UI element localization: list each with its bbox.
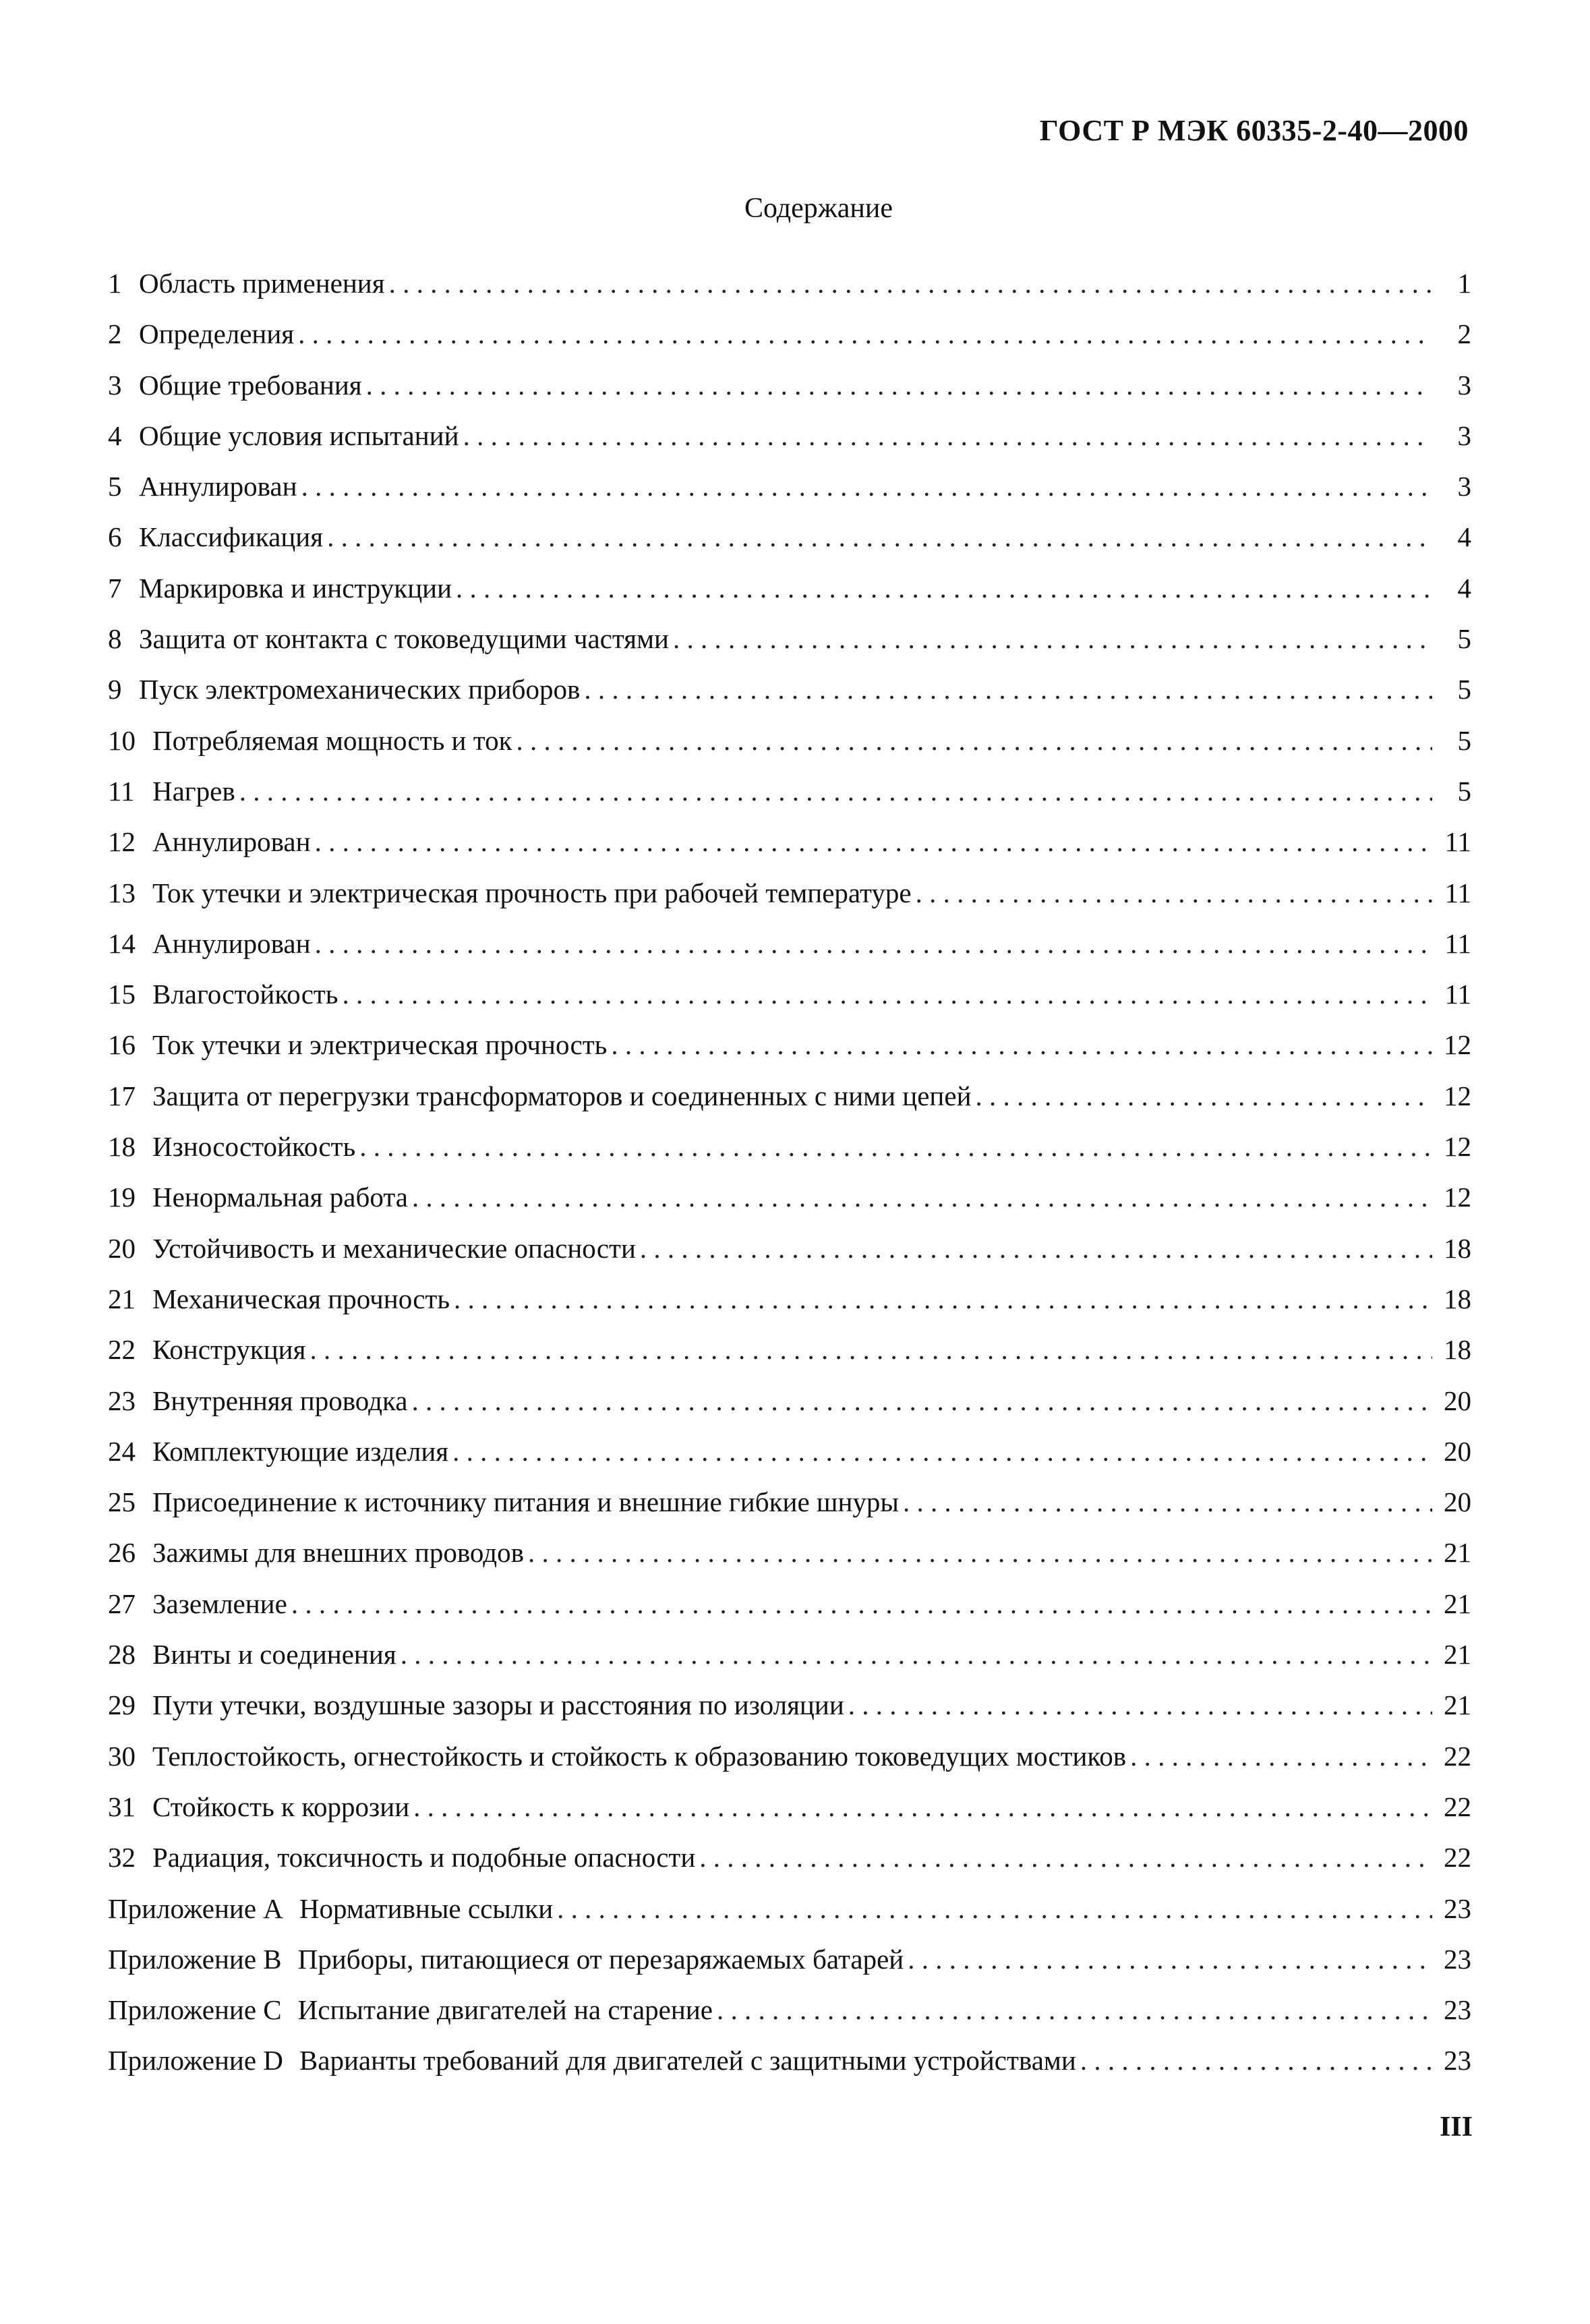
toc-entry-page: 20	[1444, 1385, 1471, 1416]
toc-entry-number: 11	[108, 775, 135, 807]
toc-entry	[108, 270, 1471, 320]
toc-dot-leader	[1130, 1743, 1432, 1770]
toc-entry	[108, 1641, 1471, 1691]
page-number: III	[1439, 2112, 1473, 2143]
toc-dot-leader	[640, 1235, 1432, 1262]
toc-dot-leader	[359, 1133, 1432, 1161]
toc-dot-leader	[976, 1082, 1432, 1110]
toc-dot-leader	[903, 1488, 1432, 1516]
toc-entry-number: 28	[108, 1639, 136, 1671]
toc-entry-number: 26	[108, 1537, 136, 1569]
toc-entry	[108, 1943, 1471, 1996]
toc-entry	[108, 1996, 1471, 2047]
toc-entry-title: Винты и соединения	[152, 1639, 396, 1671]
toc-entry-title: Область применения	[139, 268, 385, 299]
toc-entry-title: Ток утечки и электрическая прочность при рабочей температуре	[152, 877, 912, 908]
toc-dot-leader	[456, 575, 1432, 602]
toc-entry	[108, 1691, 1471, 1742]
toc-entry	[108, 369, 1471, 422]
toc-entry-number: 10	[108, 724, 136, 756]
toc-entry-page: 12	[1444, 1080, 1471, 1111]
toc-entry-title: Нагрев	[152, 775, 235, 807]
toc-entry-title: Определения	[139, 318, 295, 350]
toc-entry-number: 7	[108, 572, 122, 604]
toc-entry-title: Приборы, питающиеся от перезаряжаемых батарей	[297, 1943, 904, 1975]
toc-entry-number: Приложение А	[108, 1892, 283, 1924]
toc-entry	[108, 724, 1471, 778]
toc-entry-number: Приложение С	[108, 1994, 282, 2026]
toc-entry-page: 21	[1444, 1588, 1471, 1619]
toc-dot-leader	[848, 1691, 1432, 1719]
toc-entry	[108, 1435, 1471, 1488]
toc-dot-leader	[454, 1285, 1432, 1313]
toc-entry-page: 18	[1444, 1283, 1471, 1314]
toc-entry-title: Ненормальная работа	[152, 1182, 408, 1213]
toc-entry-number: 5	[108, 471, 122, 502]
toc-dot-leader	[452, 1438, 1432, 1465]
toc-dot-leader	[343, 981, 1432, 1008]
toc-entry-number: 19	[108, 1182, 136, 1213]
toc-entry-number: 8	[108, 623, 122, 655]
toc-entry-title: Ток утечки и электрическая прочность	[152, 1029, 608, 1061]
toc-entry-title: Износостойкость	[152, 1131, 356, 1163]
toc-entry-page: 11	[1444, 826, 1471, 858]
toc-entry-page: 22	[1444, 1740, 1471, 1772]
toc-entry-number: 32	[108, 1842, 136, 1873]
toc-entry-number: Приложение В	[108, 1943, 282, 1975]
toc-entry	[108, 1590, 1471, 1641]
toc-dot-leader	[389, 270, 1432, 297]
toc-entry-page: 3	[1457, 419, 1471, 451]
toc-entry	[108, 1488, 1471, 1539]
toc-entry-title: Комплектующие изделия	[152, 1435, 449, 1467]
toc-entry-title: Устойчивость и механические опасности	[152, 1232, 636, 1264]
toc-entry-number: 4	[108, 419, 122, 451]
toc-entry-page: 1	[1457, 268, 1471, 299]
toc-entry-page: 21	[1444, 1639, 1471, 1671]
toc-entry-title: Общие условия испытаний	[139, 419, 459, 451]
toc-entry-title: Пути утечки, воздушные зазоры и расстояния по изоляции	[152, 1689, 844, 1721]
toc-entry-number: 1	[108, 268, 122, 299]
toc-dot-leader	[699, 1844, 1432, 1871]
toc-entry	[108, 676, 1471, 726]
toc-entry	[108, 320, 1471, 371]
toc-entry-number: 14	[108, 927, 136, 959]
toc-entry-number: Приложение D	[108, 2045, 283, 2076]
toc-entry-page: 21	[1444, 1537, 1471, 1569]
toc-entry	[108, 625, 1471, 676]
toc-dot-leader	[463, 422, 1432, 450]
toc-entry-page: 4	[1457, 521, 1471, 553]
toc-entry-number: 13	[108, 877, 136, 908]
toc-entry-number: 16	[108, 1029, 136, 1061]
toc-entry-title: Классификация	[139, 521, 324, 553]
toc-entry-title: Маркировка и инструкции	[139, 572, 452, 604]
toc-entry-title: Заземление	[152, 1588, 287, 1619]
toc-entry-title: Потребляемая мощность и ток	[152, 724, 512, 756]
toc-dot-leader	[584, 676, 1432, 703]
toc-dot-leader	[908, 1946, 1432, 1973]
toc-entry-title: Влагостойкость	[152, 979, 338, 1010]
toc-entry	[108, 1184, 1471, 1234]
toc-entry	[108, 1285, 1471, 1336]
toc-entry-page: 20	[1444, 1486, 1471, 1518]
toc-dot-leader	[413, 1793, 1432, 1821]
toc-entry-page: 11	[1444, 877, 1471, 908]
toc-title: Содержание	[744, 193, 893, 224]
toc-entry-title: Теплостойкость, огнестойкость и стойкость к образованию токоведущих мостиков	[152, 1740, 1127, 1772]
toc-entry	[108, 1539, 1471, 1590]
toc-entry-title: Общие требования	[139, 369, 362, 401]
toc-entry	[108, 1740, 1471, 1793]
toc-entry-title: Радиация, токсичность и подобные опасности	[152, 1842, 696, 1873]
toc-entry-page: 3	[1457, 471, 1471, 502]
toc-dot-leader	[673, 625, 1432, 653]
toc-entry-page: 20	[1444, 1435, 1471, 1467]
toc-dot-leader	[239, 778, 1432, 805]
toc-entry-number: 15	[108, 979, 136, 1010]
toc-dot-leader	[1080, 2047, 1432, 2074]
toc-entry-title: Защита от контакта с токоведущими частями	[139, 623, 669, 655]
table-of-contents	[108, 270, 1471, 2098]
toc-entry-page: 23	[1444, 1943, 1471, 1975]
toc-entry-title: Пуск электромеханических приборов	[139, 674, 581, 705]
toc-dot-leader	[611, 1031, 1432, 1059]
toc-entry-title: Механическая прочность	[152, 1283, 450, 1314]
toc-entry-number: 25	[108, 1486, 136, 1518]
toc-entry-page: 11	[1444, 927, 1471, 959]
toc-entry-page: 18	[1444, 1232, 1471, 1264]
toc-entry-page: 5	[1457, 674, 1471, 705]
toc-entry	[108, 828, 1471, 879]
toc-entry	[108, 1232, 1471, 1285]
toc-entry-page: 5	[1457, 724, 1471, 756]
toc-entry-page: 22	[1444, 1791, 1471, 1822]
toc-dot-leader	[291, 1590, 1432, 1618]
toc-dot-leader	[298, 320, 1432, 348]
toc-entry-title: Испытание двигателей на старение	[297, 1994, 713, 2026]
toc-entry-number: 27	[108, 1588, 136, 1619]
toc-dot-leader	[528, 1539, 1432, 1567]
toc-entry	[108, 981, 1471, 1031]
toc-entry-number: 22	[108, 1334, 136, 1366]
toc-dot-leader	[301, 473, 1432, 500]
toc-entry-title: Конструкция	[152, 1334, 306, 1366]
toc-entry-page: 4	[1457, 572, 1471, 604]
toc-dot-leader	[517, 727, 1432, 755]
toc-entry-number: 21	[108, 1283, 136, 1314]
toc-entry	[108, 1892, 1471, 1946]
toc-dot-leader	[327, 523, 1432, 551]
toc-entry-title: Нормативные ссылки	[299, 1892, 554, 1924]
toc-entry-title: Аннулирован	[139, 471, 297, 502]
toc-entry-page: 23	[1444, 1994, 1471, 2026]
toc-entry-page: 23	[1444, 1892, 1471, 1924]
toc-entry-page: 5	[1457, 623, 1471, 655]
toc-entry-number: 3	[108, 369, 122, 401]
toc-entry-number: 24	[108, 1435, 136, 1467]
toc-entry	[108, 879, 1471, 930]
toc-entry-page: 5	[1457, 775, 1471, 807]
toc-entry	[108, 1793, 1471, 1844]
toc-entry	[108, 572, 1471, 625]
toc-entry-page: 23	[1444, 2045, 1471, 2076]
toc-dot-leader	[366, 372, 1432, 399]
toc-dot-leader	[411, 1387, 1432, 1415]
toc-entry	[108, 1082, 1471, 1133]
toc-entry-page: 11	[1444, 979, 1471, 1010]
toc-entry-title: Зажимы для внешних проводов	[152, 1537, 524, 1569]
toc-dot-leader	[315, 828, 1432, 856]
toc-entry-page: 21	[1444, 1689, 1471, 1721]
toc-entry	[108, 775, 1471, 828]
toc-entry-page: 12	[1444, 1029, 1471, 1061]
toc-entry-number: 2	[108, 318, 122, 350]
toc-entry	[108, 2047, 1471, 2097]
toc-dot-leader	[315, 930, 1432, 958]
toc-entry-page: 3	[1457, 369, 1471, 401]
toc-entry	[108, 1133, 1471, 1184]
toc-entry	[108, 1387, 1471, 1438]
toc-entry-page: 18	[1444, 1334, 1471, 1366]
toc-entry-title: Варианты требований для двигателей с защитными устройствами	[299, 2045, 1076, 2076]
toc-entry	[108, 1336, 1471, 1387]
toc-entry-number: 17	[108, 1080, 136, 1111]
toc-entry	[108, 419, 1471, 473]
toc-entry	[108, 523, 1471, 574]
toc-entry-title: Аннулирован	[152, 927, 311, 959]
toc-entry-number: 29	[108, 1689, 136, 1721]
toc-entry	[108, 1031, 1471, 1082]
toc-entry-page: 12	[1444, 1131, 1471, 1163]
toc-entry	[108, 473, 1471, 523]
toc-entry-title: Присоединение к источнику питания и внешние гибкие шнуры	[152, 1486, 899, 1518]
toc-entry-number: 31	[108, 1791, 136, 1822]
toc-entry-title: Стойкость к коррозии	[152, 1791, 410, 1822]
toc-dot-leader	[401, 1641, 1432, 1668]
toc-dot-leader	[916, 879, 1432, 907]
toc-entry-page: 12	[1444, 1182, 1471, 1213]
toc-dot-leader	[557, 1895, 1432, 1923]
toc-entry-title: Защита от перегрузки трансформаторов и соединенных с ними цепей	[152, 1080, 972, 1111]
toc-entry-page: 22	[1444, 1842, 1471, 1873]
toc-entry-page: 2	[1457, 318, 1471, 350]
toc-entry	[108, 1844, 1471, 1894]
toc-entry-number: 23	[108, 1385, 136, 1416]
toc-entry-number: 9	[108, 674, 122, 705]
toc-entry-number: 18	[108, 1131, 136, 1163]
toc-entry-number: 12	[108, 826, 136, 858]
toc-entry-title: Аннулирован	[152, 826, 311, 858]
standard-code-header: ГОСТ Р МЭК 60335-2-40—2000	[1039, 114, 1469, 147]
toc-dot-leader	[412, 1184, 1432, 1211]
toc-entry-number: 30	[108, 1740, 136, 1772]
toc-entry-number: 6	[108, 521, 122, 553]
toc-dot-leader	[310, 1336, 1432, 1364]
toc-entry	[108, 927, 1471, 981]
toc-entry-title: Внутренняя проводка	[152, 1385, 408, 1416]
toc-dot-leader	[717, 1996, 1432, 2024]
toc-entry-number: 20	[108, 1232, 136, 1264]
